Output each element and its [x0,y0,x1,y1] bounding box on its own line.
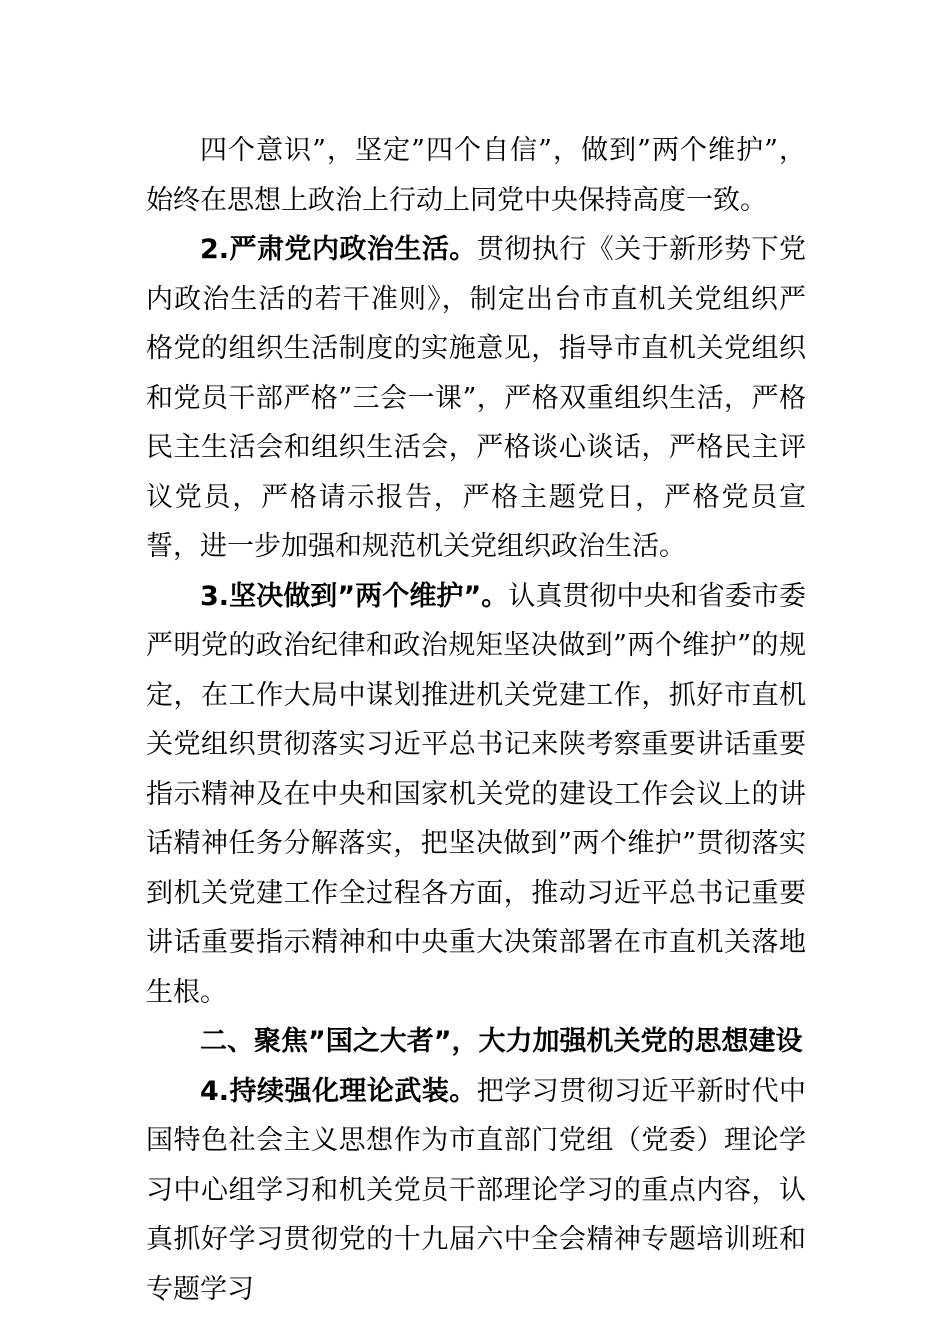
paragraph-4 [146,1067,806,1315]
paragraph-2-lead: 2.严肃党内政治生活。 [200,234,477,265]
paragraph-3-text: 认真贯彻中央和省委市委严明党的政治纪律和政治规矩坚决做到”两个维护”的规定，在工作大局中谋划推进机关党建工作，抓好市直机关党组织贯彻落实习近平总书记来陕考察重要讲话重要指示精神及在中央和国家机关党的建设工作会议上的讲话精神任务分解落实，把坚决做到”两个维护”贯彻落实到机关党建工作全过程各方面，推动习近平总书记重要讲话重要指示精神和中央重大决策部署在市直机关落地生根。 [146,580,806,1008]
paragraph-4-text: 把学习贯彻习近平新时代中国特色社会主义思想作为市直部门党组（党委）理论学习中心组学习和机关党员干部理论学习的重点内容，认真抓好学习贯彻党的十九届六中全会精神专题培训班和专题学习 [146,1075,807,1305]
paragraph-2 [146,225,806,572]
paragraph-3 [146,572,806,1018]
section-heading: 二、聚焦”国之大者”，大力加强机关党的思想建设 [200,1026,803,1057]
paragraph-1-text: 四个意识”，坚定”四个自信”，做到”两个维护”，始终在思想上政治上行动上同党中央保持高度一致。 [146,135,806,216]
paragraph-4-lead: 4.持续强化理论武装。 [200,1075,477,1107]
paragraph-3-lead: 3.坚决做到”两个维护”。 [200,580,509,612]
paragraph-1 [146,126,806,225]
document-body [146,126,806,1314]
paragraph-2-text: 贯彻执行《关于新形势下党内政治生活的若干准则》，制定出台市直机关党组织严格党的组织生活制度的实施意见，指导市直机关党组织和党员干部严格”三会一课”，严格双重组织生活，严格民主生活会和组织生活会，严格谈心谈话，严格民主评议党员，严格请示报告，严格主题党日，严格党员宣誓，进一步加强和规范机关党组织政治生活。 [146,234,807,562]
